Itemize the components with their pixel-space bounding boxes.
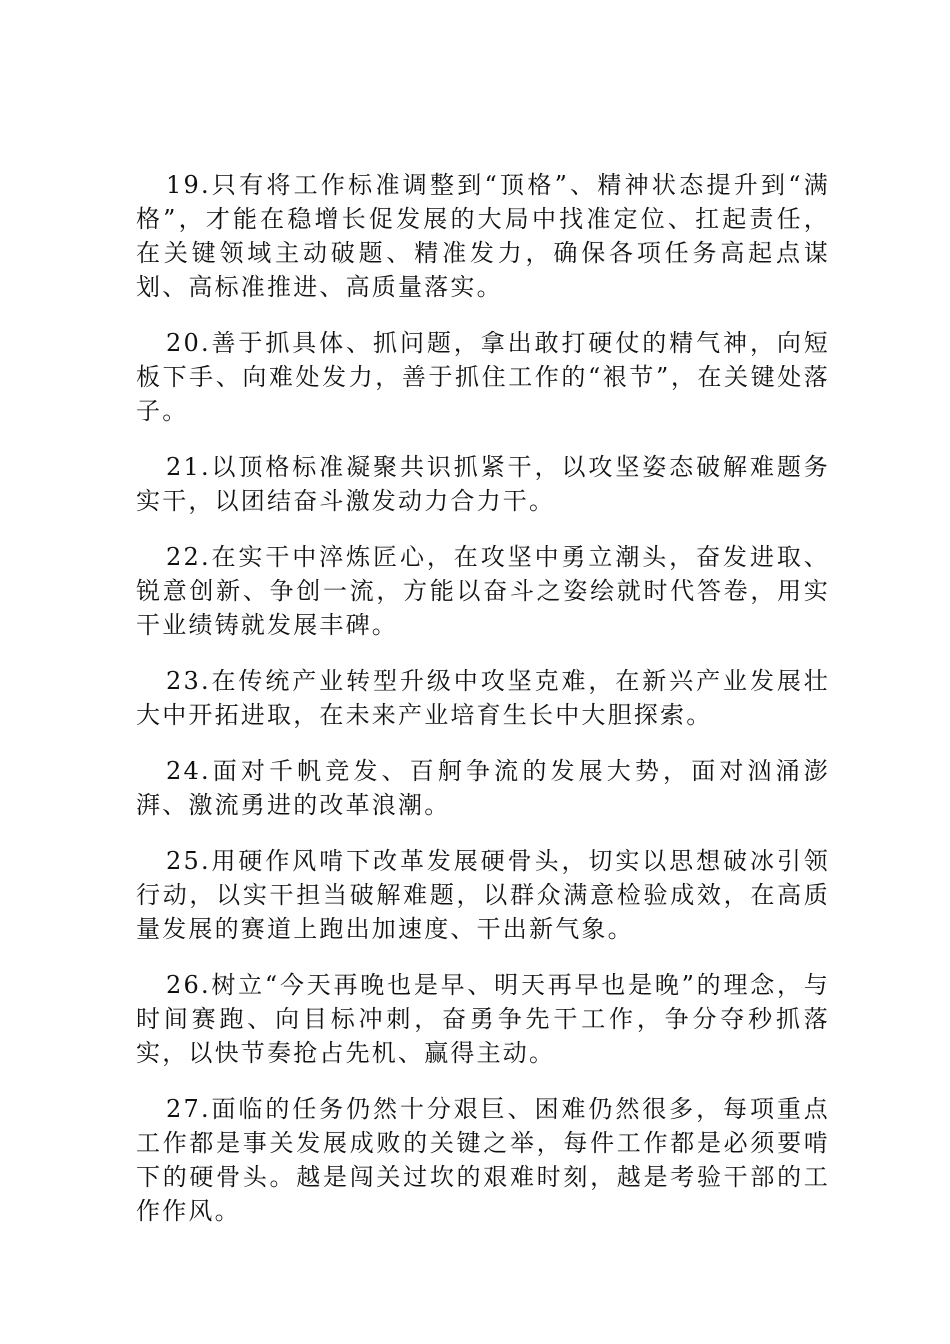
paragraph-25: 25.用硬作风啃下改革发展硬骨头，切实以思想破冰引领行动，以实干担当破解难题，以群众满意检验成效，在高质量发展的赛道上跑出加速度、干出新气象。 — [136, 847, 830, 943]
paragraph-24: 24.面对千帆竞发、百舸争流的发展大势，面对汹涌澎湃、激流勇进的改革浪潮。 — [136, 757, 830, 819]
paragraph-22: 22.在实干中淬炼匠心，在攻坚中勇立潮头，奋发进取、锐意创新、争创一流，方能以奋斗之姿绘就时代答卷，用实干业绩铸就发展丰碑。 — [136, 543, 830, 639]
document-page — [136, 168, 830, 1250]
paragraph-20: 20.善于抓具体、抓问题，拿出敢打硬仗的精气神，向短板下手、向难处发力，善于抓住工作的“裉节”，在关键处落子。 — [136, 329, 830, 425]
paragraph-23: 23.在传统产业转型升级中攻坚克难，在新兴产业发展壮大中开拓进取，在未来产业培育生长中大胆探索。 — [136, 667, 830, 729]
paragraph-27: 27.面临的任务仍然十分艰巨、困难仍然很多，每项重点工作都是事关发展成败的关键之举，每件工作都是必须要啃下的硬骨头。越是闯关过坎的艰难时刻，越是考验干部的工作作风。 — [136, 1095, 830, 1225]
paragraph-19: 19.只有将工作标准调整到“顶格”、精神状态提升到“满格”，才能在稳增长促发展的大局中找准定位、扛起责任，在关键领域主动破题、精准发力，确保各项任务高起点谋划、高标准推进、高质量落实。 — [136, 171, 830, 301]
paragraph-21: 21.以顶格标准凝聚共识抓紧干，以攻坚姿态破解难题务实干，以团结奋斗激发动力合力干。 — [136, 453, 830, 515]
paragraph-26: 26.树立“今天再晚也是早、明天再早也是晚”的理念，与时间赛跑、向目标冲刺，奋勇争先干工作，争分夺秒抓落实，以快节奏抢占先机、赢得主动。 — [136, 971, 830, 1067]
